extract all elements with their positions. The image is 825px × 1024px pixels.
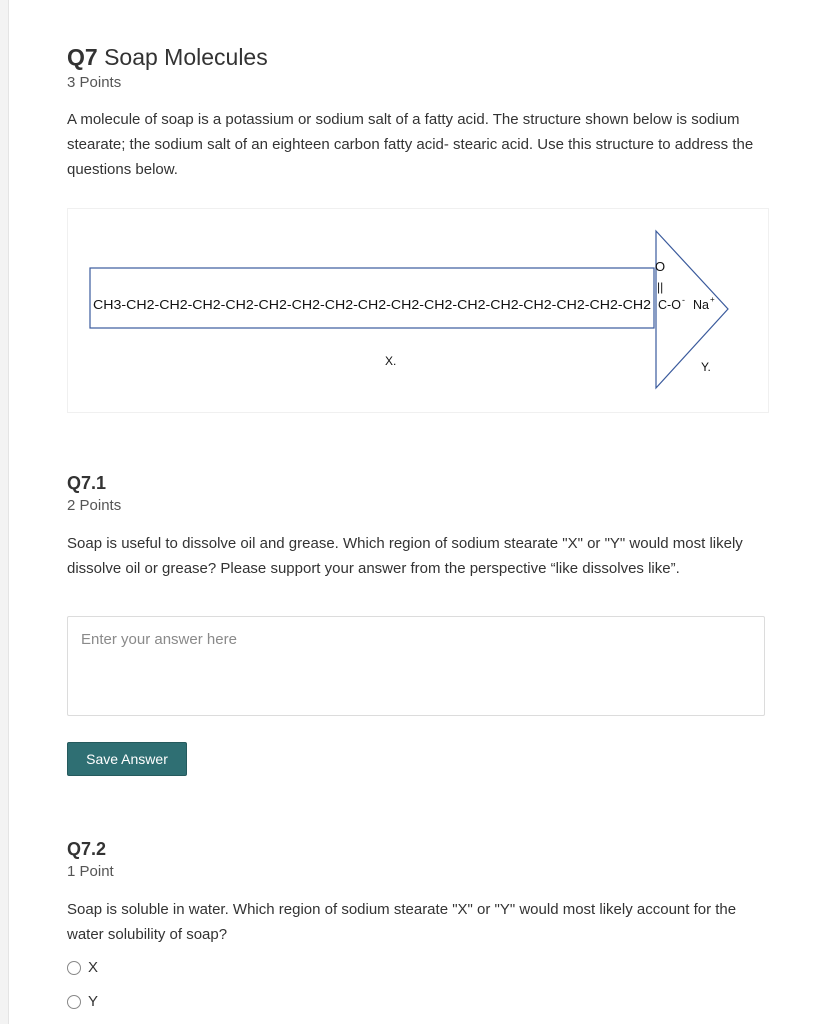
subquestion-7-2-title: Q7.2 [67, 839, 107, 859]
save-answer-button[interactable]: Save Answer [67, 742, 187, 776]
question-title [67, 44, 268, 71]
option-y-label: Y [88, 993, 99, 1010]
minus-charge: - [682, 295, 685, 305]
subquestion-7-2-prompt: Soap is soluble in water. Which region of sodium stearate "X" or "Y" would most likely account for the water solubility of soap? [67, 901, 737, 943]
option-x[interactable] [67, 959, 98, 976]
option-x-label: X [88, 959, 99, 976]
radio-button-icon[interactable] [67, 961, 81, 975]
question-points: 3 Points [67, 74, 122, 91]
subquestion-7-1-title: Q7.1 [67, 473, 107, 493]
structure-figure [67, 208, 769, 413]
sodium-text: Na [693, 298, 709, 312]
subquestion-7-2-points: 1 Point [67, 863, 114, 880]
sodium-stearate-diagram [68, 209, 768, 412]
label-x: X. [385, 354, 397, 368]
double-bond: || [657, 280, 664, 294]
carboxylate-text: C-O [658, 298, 681, 312]
option-y[interactable] [67, 993, 98, 1010]
hydrocarbon-chain-text: CH3-CH2-CH2-CH2-CH2-CH2-CH2-CH2-CH2-CH2-CH2-CH2-CH2-CH2-CH2-CH2-CH2 [93, 298, 652, 312]
question-title-text: Soap Molecules [104, 44, 268, 70]
plus-charge: + [710, 295, 715, 304]
carbonyl-oxygen: O [655, 259, 666, 274]
subquestion-7-1-points: 2 Points [67, 497, 122, 514]
question-number: Q7 [67, 44, 98, 70]
question-intro: A molecule of soap is a potassium or sodium salt of a fatty acid. The structure shown below is sodium stearate; the sodium salt of an eighteen carbon fatty acid- stearic acid. Use this structure to address the questions below. [67, 111, 754, 178]
answer-input[interactable] [67, 616, 765, 716]
radio-button-icon[interactable] [67, 995, 81, 1009]
label-y: Y. [701, 360, 711, 374]
question-page [8, 0, 825, 1024]
subquestion-7-1-prompt: Soap is useful to dissolve oil and grease. Which region of sodium stearate "X" or "Y" would most likely dissolve oil or grease? Please support your answer from the perspective “like dissolves like”. [67, 535, 743, 577]
